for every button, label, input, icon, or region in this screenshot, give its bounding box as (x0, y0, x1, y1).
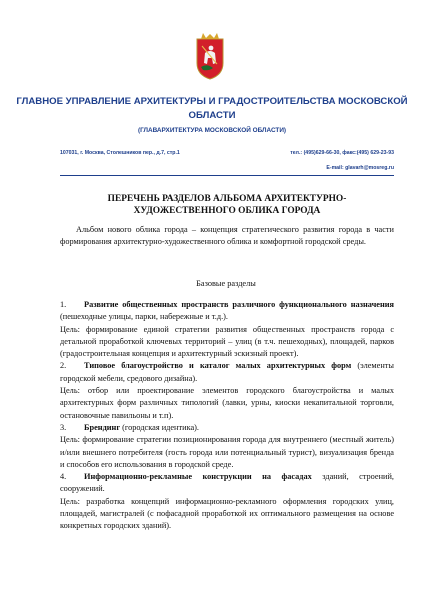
sections-heading: Базовые разделы (196, 279, 256, 288)
item-title: Брендинг (84, 422, 121, 432)
item-title-suffix: зданий, строений, сооружений. (60, 472, 394, 494)
item-goal: Цель: отбор или проектирование элементов городского благоустройства и малых архитектурных форм различных типологий (лавки, урны, киоски некапитальной торговли, остановочные павильоны и т.п). (60, 386, 394, 420)
item-number: 4. (60, 472, 67, 482)
contact-row (60, 150, 394, 156)
header-divider (60, 175, 394, 176)
item-title-suffix: (городская идентика). (120, 422, 199, 432)
email-line: E-mail: glavarh@mosreg.ru (326, 165, 394, 171)
item-title: Развитие общественных пространств различного функционального назначения (84, 300, 394, 309)
intro-paragraph: Альбом нового облика города – концепция стратегического развития города в части формирования архитектурно-художественного облика и комфортной городской среды. (60, 225, 394, 247)
phone-fax: тел.: (495)629-66-30, факс:(495) 629-23-93 (290, 150, 394, 156)
list-item (60, 299, 394, 324)
organization-short-name: (ГЛАВАРХИТЕКТУРА МОСКОВСКОЙ ОБЛАСТИ) (137, 127, 287, 134)
item-goal: Цель: разработка концепций информационно-рекламного оформления городских улиц, площадей, магистралей (с пофасадной проработкой их оптимального размещения на основе конкретных городских зданий). (60, 496, 394, 531)
item-title-suffix: (пешеходные улицы, парки, набережные и т.д.). (60, 312, 228, 322)
postal-address: 107031, г. Москва, Столешников пер., д.7, стр.1 (60, 150, 180, 156)
list-item (60, 422, 394, 434)
list-item (60, 360, 394, 385)
item-number: 2. (60, 361, 67, 371)
sections-list (60, 299, 394, 533)
list-item (60, 471, 394, 496)
document-title: ПЕРЕЧЕНЬ РАЗДЕЛОВ АЛЬБОМА АРХИТЕКТУРНО-ХУДОЖЕСТВЕННОГО ОБЛИКА ГОРОДА (107, 194, 347, 216)
item-title: Информационно-рекламные конструкции на фасадах (84, 472, 312, 482)
item-title-suffix: (элементы городской мебели, средового дизайна). (60, 361, 394, 383)
item-goal: Цель: формирование единой стратегии развития общественных пространств города с детальной проработкой ключевых территорий – улиц (в т.ч. пешеходных), площадей, парков (градостроительная концепция и архитектурный эскизный проект). (60, 324, 394, 359)
item-number: 1. (60, 300, 67, 309)
organization-name: ГЛАВНОЕ УПРАВЛЕНИЕ АРХИТЕКТУРЫ И ГРАДОСТРОИТЕЛЬСТВА МОСКОВСКОЙ ОБЛАСТИ (16, 96, 408, 121)
item-goal: Цель: формирование стратегии позиционирования города для внутреннего (местный житель) и/или внешнего потребителя (гость города или потенциальный турист), визуализация бренда и способов его использования в городской среде. (60, 435, 394, 469)
item-title: Типовое благоустройство и каталог малых архитектурных форм (84, 361, 352, 371)
moscow-oblast-coat-of-arms-icon (193, 33, 227, 81)
item-number: 3. (60, 422, 67, 432)
